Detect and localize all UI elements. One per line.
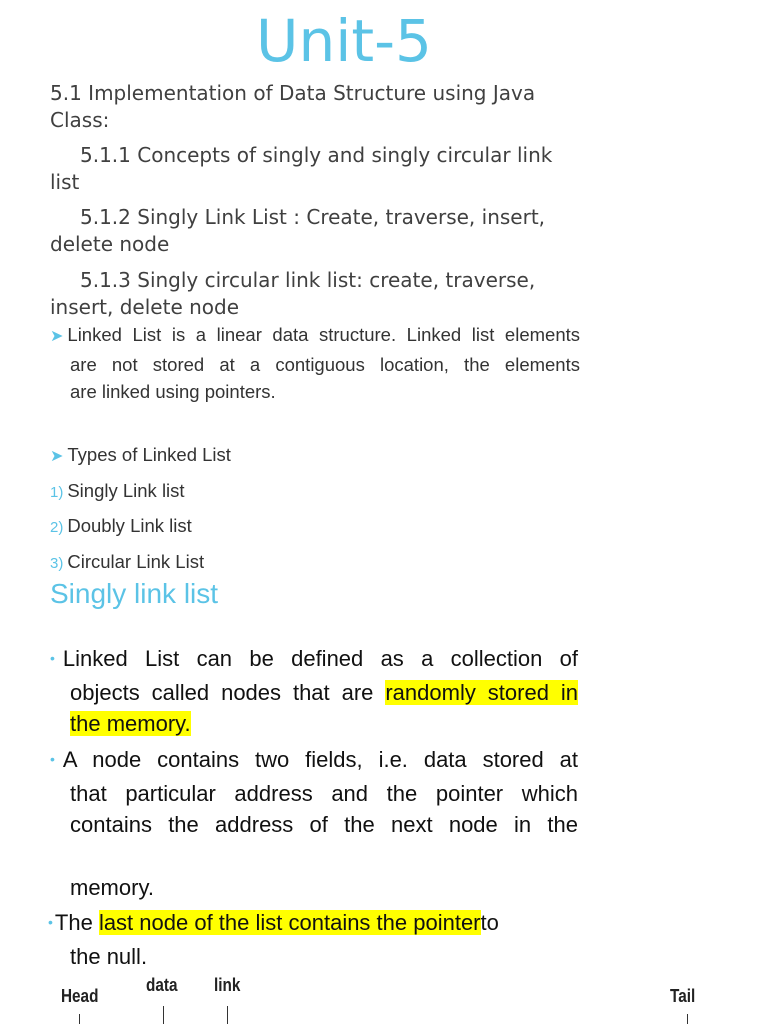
outline-line: 5.1.3 Singly circular link list: create, traverse, <box>80 268 536 292</box>
outline-line: list <box>50 170 80 194</box>
list-item <box>50 515 192 537</box>
bullet-text: objects called nodes that are <box>70 680 386 705</box>
bullet-text: contains the address of the next node in the <box>70 812 578 837</box>
bullet-dot-icon: • <box>48 914 53 930</box>
outline-line: 5.1.1 Concepts of singly and singly circular link <box>80 143 553 167</box>
list-number: 2) <box>50 519 64 536</box>
arrow-bullet-icon: ➤ <box>50 328 64 345</box>
list-number: 1) <box>50 484 64 501</box>
list-number: 3) <box>50 555 64 572</box>
outline-item-5-1-2 <box>50 204 580 258</box>
intro-text: Linked List is a linear data structure. Linked list elements <box>67 324 580 345</box>
outline-item-5-1-3 <box>50 267 580 321</box>
intro-paragraph <box>50 321 580 406</box>
bullet-text: Linked List can be defined as a collection of <box>62 646 578 671</box>
bullet-paragraph <box>48 907 576 972</box>
section-heading: Singly link list <box>50 578 219 609</box>
list-item-label: Singly Link list <box>67 480 185 501</box>
outline-line: 5.1.2 Singly Link List : Create, traverse, insert, <box>80 205 546 229</box>
diagram-link-label: link <box>214 975 241 995</box>
types-heading-text: Types of Linked List <box>67 444 231 465</box>
intro-text: are not stored at a contiguous location, the elements <box>70 353 580 375</box>
diagram-pointer-line <box>227 1006 228 1024</box>
intro-text: are linked using pointers. <box>70 381 276 402</box>
diagram-pointer-line <box>163 1006 164 1024</box>
highlighted-text: last node of the list contains the pointer <box>98 910 481 935</box>
bullet-paragraph <box>50 744 578 903</box>
outline-item-5-1-1 <box>50 142 580 196</box>
diagram-head-label: Head <box>61 986 99 1006</box>
diagram-tail-label: Tail <box>670 986 696 1006</box>
outline-heading <box>50 80 580 134</box>
diagram-pointer-line <box>79 1014 80 1024</box>
bullet-text: A node contains two fields, i.e. data stored at <box>62 747 578 772</box>
list-item-label: Doubly Link list <box>67 515 192 536</box>
outline-line: Class: <box>50 108 110 132</box>
diagram-data-label: data <box>146 975 178 995</box>
bullet-text: memory. <box>70 875 154 900</box>
bullet-dot-icon: • <box>50 650 55 666</box>
outline-line: 5.1 Implementation of Data Structure using Java <box>50 81 536 105</box>
list-item-label: Circular Link List <box>67 551 205 572</box>
diagram-pointer-line <box>687 1014 688 1024</box>
outline-line: delete node <box>50 232 170 256</box>
highlighted-text: randomly stored in <box>385 680 578 705</box>
types-heading <box>50 444 231 466</box>
bullet-text: that particular address and the pointer which <box>70 781 578 806</box>
bullet-dot-icon: • <box>50 751 55 767</box>
outline-line: insert, delete node <box>50 295 240 319</box>
list-item <box>50 551 204 573</box>
bullet-text: The <box>54 910 99 935</box>
arrow-bullet-icon: ➤ <box>50 448 64 465</box>
bullet-text: to <box>480 910 499 935</box>
highlighted-text: the memory. <box>70 711 191 736</box>
page-title: Unit-5 <box>256 7 432 75</box>
list-item <box>50 480 185 502</box>
bullet-paragraph <box>50 643 578 739</box>
bullet-text: the null. <box>70 944 148 969</box>
